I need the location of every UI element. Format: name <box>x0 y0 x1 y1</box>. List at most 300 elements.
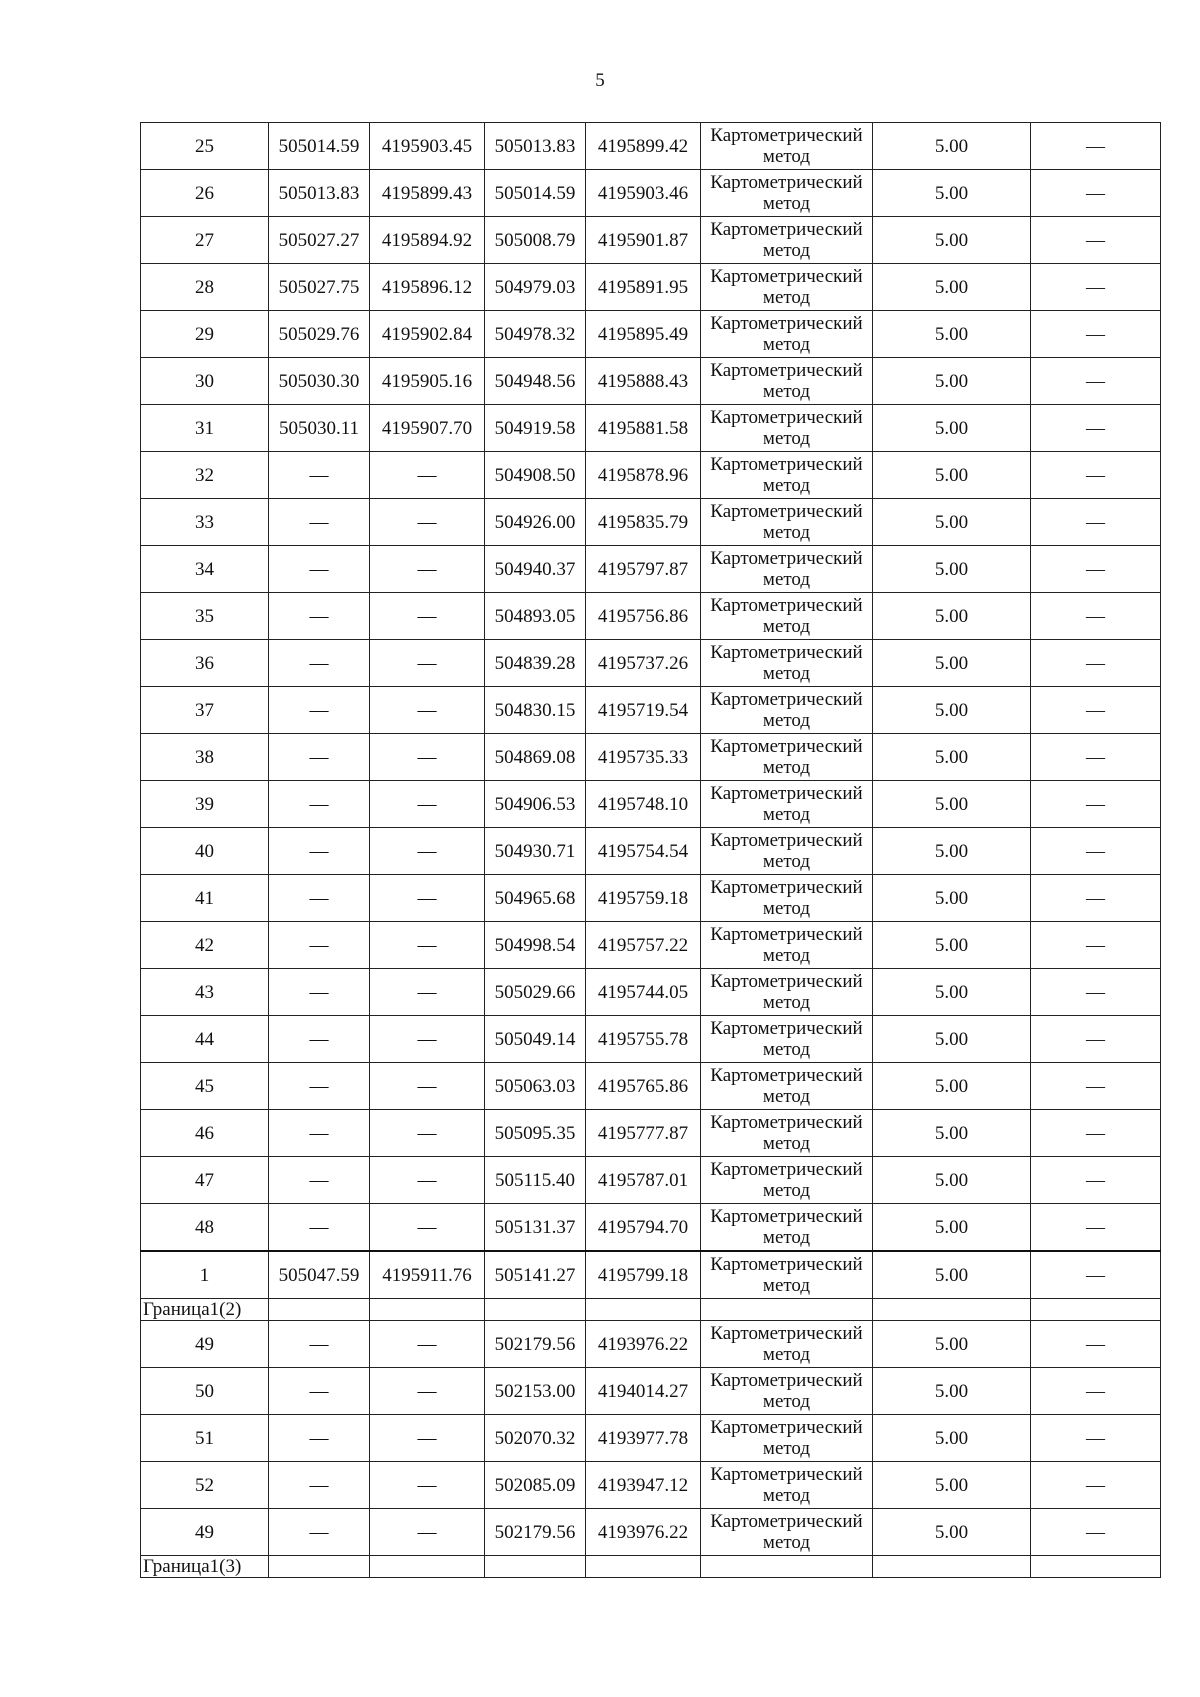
description-cell: — <box>1031 734 1161 781</box>
y-new-cell: 4194014.27 <box>586 1368 701 1415</box>
accuracy-cell: 5.00 <box>873 922 1031 969</box>
x-old-cell: — <box>269 734 370 781</box>
description-cell: — <box>1031 405 1161 452</box>
method-line-2: метод <box>762 1275 811 1296</box>
accuracy-cell: 5.00 <box>873 1063 1031 1110</box>
x-old-cell: 505013.83 <box>269 170 370 217</box>
method-line-2: метод <box>762 1039 811 1060</box>
method-line-1: Картометрический <box>710 877 863 898</box>
y-old-cell: 4195903.45 <box>370 123 485 170</box>
method-line-1: Картометрический <box>710 1417 863 1438</box>
table-row <box>141 593 1161 640</box>
point-number-cell: 49 <box>141 1321 269 1368</box>
y-new-cell: 4195754.54 <box>586 828 701 875</box>
x-new-cell: 504965.68 <box>485 875 586 922</box>
x-old-cell: — <box>269 1321 370 1368</box>
y-old-cell: 4195896.12 <box>370 264 485 311</box>
method-cell <box>701 593 873 640</box>
point-number-cell: 50 <box>141 1368 269 1415</box>
description-cell: — <box>1031 593 1161 640</box>
point-number-cell: 46 <box>141 1110 269 1157</box>
method-cell <box>701 1368 873 1415</box>
method-line-1: Картометрический <box>710 407 863 428</box>
table-row <box>141 358 1161 405</box>
y-new-cell: 4195888.43 <box>586 358 701 405</box>
table-row <box>141 640 1161 687</box>
x-new-cell: 505095.35 <box>485 1110 586 1157</box>
method-line-2: метод <box>762 1086 811 1107</box>
section-row <box>141 1556 1161 1578</box>
y-new-cell: 4195755.78 <box>586 1016 701 1063</box>
point-number-cell: 33 <box>141 499 269 546</box>
method-line-1: Картометрический <box>710 830 863 851</box>
y-old-cell: — <box>370 1016 485 1063</box>
table-row <box>141 969 1161 1016</box>
empty-cell <box>269 1299 370 1321</box>
y-new-cell: 4195881.58 <box>586 405 701 452</box>
method-cell <box>701 1157 873 1204</box>
method-cell <box>701 170 873 217</box>
accuracy-cell: 5.00 <box>873 1415 1031 1462</box>
method-cell <box>701 1204 873 1252</box>
y-old-cell: — <box>370 922 485 969</box>
x-new-cell: 502179.56 <box>485 1509 586 1556</box>
point-number-cell: 49 <box>141 1509 269 1556</box>
method-line-1: Картометрический <box>710 454 863 475</box>
point-number-cell: 51 <box>141 1415 269 1462</box>
description-cell: — <box>1031 1321 1161 1368</box>
y-new-cell: 4195759.18 <box>586 875 701 922</box>
x-old-cell: 505029.76 <box>269 311 370 358</box>
point-number-cell: 43 <box>141 969 269 1016</box>
method-cell <box>701 1063 873 1110</box>
y-old-cell: — <box>370 734 485 781</box>
table-row <box>141 1016 1161 1063</box>
point-number-cell: 29 <box>141 311 269 358</box>
description-cell: — <box>1031 452 1161 499</box>
y-old-cell: 4195894.92 <box>370 217 485 264</box>
y-new-cell: 4195756.86 <box>586 593 701 640</box>
point-number-cell: 26 <box>141 170 269 217</box>
empty-cell <box>485 1299 586 1321</box>
method-cell <box>701 1110 873 1157</box>
method-line-1: Картометрический <box>710 595 863 616</box>
description-cell: — <box>1031 922 1161 969</box>
method-line-2: метод <box>762 757 811 778</box>
method-line-1: Картометрический <box>710 172 863 193</box>
x-new-cell: 504948.56 <box>485 358 586 405</box>
empty-cell <box>269 1556 370 1578</box>
description-cell: — <box>1031 499 1161 546</box>
table-row <box>141 1204 1161 1252</box>
table-row <box>141 1251 1161 1299</box>
x-old-cell: — <box>269 687 370 734</box>
description-cell: — <box>1031 640 1161 687</box>
description-cell: — <box>1031 1509 1161 1556</box>
method-line-2: метод <box>762 1344 811 1365</box>
table-row <box>141 875 1161 922</box>
method-cell <box>701 1462 873 1509</box>
description-cell: — <box>1031 1462 1161 1509</box>
x-new-cell: 504978.32 <box>485 311 586 358</box>
x-new-cell: 504839.28 <box>485 640 586 687</box>
description-cell: — <box>1031 1368 1161 1415</box>
point-number-cell: 38 <box>141 734 269 781</box>
y-old-cell: — <box>370 499 485 546</box>
x-old-cell: — <box>269 1415 370 1462</box>
accuracy-cell: 5.00 <box>873 405 1031 452</box>
method-line-2: метод <box>762 1438 811 1459</box>
description-cell: — <box>1031 687 1161 734</box>
accuracy-cell: 5.00 <box>873 781 1031 828</box>
method-line-2: метод <box>762 663 811 684</box>
table-row <box>141 734 1161 781</box>
empty-cell <box>701 1299 873 1321</box>
point-number-cell: 47 <box>141 1157 269 1204</box>
method-cell <box>701 687 873 734</box>
accuracy-cell: 5.00 <box>873 1204 1031 1252</box>
point-number-cell: 52 <box>141 1462 269 1509</box>
x-old-cell: — <box>269 1063 370 1110</box>
table-row <box>141 687 1161 734</box>
y-old-cell: — <box>370 781 485 828</box>
accuracy-cell: 5.00 <box>873 546 1031 593</box>
method-line-1: Картометрический <box>710 1159 863 1180</box>
x-new-cell: 505131.37 <box>485 1204 586 1252</box>
description-cell: — <box>1031 311 1161 358</box>
y-new-cell: 4195794.70 <box>586 1204 701 1252</box>
method-line-1: Картометрический <box>710 360 863 381</box>
x-old-cell: — <box>269 1368 370 1415</box>
y-new-cell: 4195787.01 <box>586 1157 701 1204</box>
method-cell <box>701 781 873 828</box>
y-new-cell: 4195903.46 <box>586 170 701 217</box>
y-new-cell: 4195895.49 <box>586 311 701 358</box>
point-number-cell: 36 <box>141 640 269 687</box>
method-line-1: Картометрический <box>710 1018 863 1039</box>
x-new-cell: 505013.83 <box>485 123 586 170</box>
section-label: Граница1(3) <box>141 1556 269 1578</box>
description-cell: — <box>1031 1251 1161 1299</box>
y-old-cell: — <box>370 1204 485 1252</box>
description-cell: — <box>1031 781 1161 828</box>
x-old-cell: — <box>269 1509 370 1556</box>
method-cell <box>701 311 873 358</box>
table-row <box>141 1157 1161 1204</box>
empty-cell <box>1031 1556 1161 1578</box>
table-row <box>141 1110 1161 1157</box>
accuracy-cell: 5.00 <box>873 1462 1031 1509</box>
description-cell: — <box>1031 1110 1161 1157</box>
method-line-1: Картометрический <box>710 219 863 240</box>
x-old-cell: — <box>269 781 370 828</box>
y-new-cell: 4195765.86 <box>586 1063 701 1110</box>
y-new-cell: 4195735.33 <box>586 734 701 781</box>
method-line-2: метод <box>762 1532 811 1553</box>
y-old-cell: 4195911.76 <box>370 1251 485 1299</box>
x-old-cell: 505047.59 <box>269 1251 370 1299</box>
x-old-cell: — <box>269 1016 370 1063</box>
section-label: Граница1(2) <box>141 1299 269 1321</box>
description-cell: — <box>1031 1063 1161 1110</box>
method-line-2: метод <box>762 475 811 496</box>
description-cell: — <box>1031 217 1161 264</box>
x-new-cell: 504940.37 <box>485 546 586 593</box>
y-new-cell: 4195878.96 <box>586 452 701 499</box>
point-number-cell: 25 <box>141 123 269 170</box>
table-row <box>141 499 1161 546</box>
accuracy-cell: 5.00 <box>873 1321 1031 1368</box>
method-line-2: метод <box>762 851 811 872</box>
x-new-cell: 505063.03 <box>485 1063 586 1110</box>
y-new-cell: 4195748.10 <box>586 781 701 828</box>
empty-cell <box>873 1556 1031 1578</box>
y-old-cell: 4195902.84 <box>370 311 485 358</box>
table-row <box>141 1462 1161 1509</box>
x-new-cell: 504919.58 <box>485 405 586 452</box>
accuracy-cell: 5.00 <box>873 123 1031 170</box>
y-old-cell: — <box>370 593 485 640</box>
page-number: 5 <box>595 70 605 91</box>
x-old-cell: — <box>269 969 370 1016</box>
description-cell: — <box>1031 969 1161 1016</box>
method-line-1: Картометрический <box>710 313 863 334</box>
y-old-cell: — <box>370 1063 485 1110</box>
y-new-cell: 4193976.22 <box>586 1509 701 1556</box>
y-old-cell: — <box>370 1321 485 1368</box>
description-cell: — <box>1031 1016 1161 1063</box>
description-cell: — <box>1031 546 1161 593</box>
method-cell <box>701 969 873 1016</box>
x-old-cell: — <box>269 1204 370 1252</box>
description-cell: — <box>1031 1204 1161 1252</box>
table-row <box>141 452 1161 499</box>
x-old-cell: — <box>269 452 370 499</box>
y-old-cell: — <box>370 640 485 687</box>
point-number-cell: 30 <box>141 358 269 405</box>
method-cell <box>701 875 873 922</box>
table-body <box>141 123 1161 1578</box>
accuracy-cell: 5.00 <box>873 452 1031 499</box>
empty-cell <box>370 1299 485 1321</box>
accuracy-cell: 5.00 <box>873 640 1031 687</box>
y-old-cell: — <box>370 1462 485 1509</box>
x-old-cell: — <box>269 1110 370 1157</box>
x-new-cell: 502153.00 <box>485 1368 586 1415</box>
method-cell <box>701 217 873 264</box>
method-line-1: Картометрический <box>710 125 863 146</box>
accuracy-cell: 5.00 <box>873 311 1031 358</box>
method-line-1: Картометрический <box>710 1254 863 1275</box>
method-line-2: метод <box>762 616 811 637</box>
x-new-cell: 504830.15 <box>485 687 586 734</box>
table-row <box>141 123 1161 170</box>
table-row <box>141 264 1161 311</box>
empty-cell <box>485 1556 586 1578</box>
accuracy-cell: 5.00 <box>873 875 1031 922</box>
method-cell <box>701 734 873 781</box>
x-new-cell: 502179.56 <box>485 1321 586 1368</box>
y-new-cell: 4193976.22 <box>586 1321 701 1368</box>
table-row <box>141 922 1161 969</box>
method-cell <box>701 922 873 969</box>
x-old-cell: — <box>269 875 370 922</box>
x-old-cell: — <box>269 922 370 969</box>
method-line-1: Картометрический <box>710 1206 863 1227</box>
y-old-cell: — <box>370 828 485 875</box>
table-row <box>141 1368 1161 1415</box>
point-number-cell: 39 <box>141 781 269 828</box>
method-line-1: Картометрический <box>710 1511 863 1532</box>
y-new-cell: 4195899.42 <box>586 123 701 170</box>
method-line-2: метод <box>762 381 811 402</box>
method-line-1: Картометрический <box>710 1464 863 1485</box>
empty-cell <box>586 1556 701 1578</box>
y-old-cell: — <box>370 687 485 734</box>
method-cell <box>701 828 873 875</box>
x-new-cell: 504979.03 <box>485 264 586 311</box>
y-new-cell: 4193977.78 <box>586 1415 701 1462</box>
point-number-cell: 41 <box>141 875 269 922</box>
method-cell <box>701 452 873 499</box>
method-line-2: метод <box>762 1485 811 1506</box>
method-line-2: метод <box>762 1133 811 1154</box>
method-line-2: метод <box>762 898 811 919</box>
method-line-1: Картометрический <box>710 642 863 663</box>
table-row <box>141 828 1161 875</box>
description-cell: — <box>1031 828 1161 875</box>
table-row <box>141 405 1161 452</box>
y-old-cell: 4195899.43 <box>370 170 485 217</box>
point-number-cell: 32 <box>141 452 269 499</box>
method-line-1: Картометрический <box>710 548 863 569</box>
y-new-cell: 4195744.05 <box>586 969 701 1016</box>
description-cell: — <box>1031 358 1161 405</box>
method-cell <box>701 640 873 687</box>
accuracy-cell: 5.00 <box>873 1110 1031 1157</box>
accuracy-cell: 5.00 <box>873 1509 1031 1556</box>
method-line-2: метод <box>762 569 811 590</box>
y-old-cell: — <box>370 1415 485 1462</box>
section-row <box>141 1299 1161 1321</box>
y-new-cell: 4195777.87 <box>586 1110 701 1157</box>
x-old-cell: 505030.30 <box>269 358 370 405</box>
x-old-cell: — <box>269 1157 370 1204</box>
x-new-cell: 505014.59 <box>485 170 586 217</box>
x-new-cell: 505008.79 <box>485 217 586 264</box>
x-new-cell: 504893.05 <box>485 593 586 640</box>
method-cell <box>701 405 873 452</box>
x-new-cell: 504926.00 <box>485 499 586 546</box>
accuracy-cell: 5.00 <box>873 734 1031 781</box>
accuracy-cell: 5.00 <box>873 593 1031 640</box>
y-new-cell: 4195901.87 <box>586 217 701 264</box>
method-line-1: Картометрический <box>710 971 863 992</box>
y-old-cell: — <box>370 452 485 499</box>
table-row <box>141 781 1161 828</box>
accuracy-cell: 5.00 <box>873 687 1031 734</box>
table-row <box>141 1321 1161 1368</box>
method-line-1: Картометрический <box>710 689 863 710</box>
point-number-cell: 34 <box>141 546 269 593</box>
method-line-2: метод <box>762 945 811 966</box>
x-old-cell: — <box>269 1462 370 1509</box>
method-cell <box>701 358 873 405</box>
y-new-cell: 4195799.18 <box>586 1251 701 1299</box>
y-old-cell: — <box>370 1157 485 1204</box>
method-line-2: метод <box>762 193 811 214</box>
method-line-1: Картометрический <box>710 1370 863 1391</box>
accuracy-cell: 5.00 <box>873 1157 1031 1204</box>
x-old-cell: 505014.59 <box>269 123 370 170</box>
description-cell: — <box>1031 170 1161 217</box>
y-new-cell: 4195797.87 <box>586 546 701 593</box>
point-number-cell: 35 <box>141 593 269 640</box>
method-cell <box>701 546 873 593</box>
accuracy-cell: 5.00 <box>873 170 1031 217</box>
method-cell <box>701 1321 873 1368</box>
x-old-cell: — <box>269 546 370 593</box>
y-new-cell: 4195719.54 <box>586 687 701 734</box>
x-new-cell: 504998.54 <box>485 922 586 969</box>
y-new-cell: 4195737.26 <box>586 640 701 687</box>
method-line-1: Картометрический <box>710 736 863 757</box>
point-number-cell: 48 <box>141 1204 269 1252</box>
method-line-2: метод <box>762 1391 811 1412</box>
y-new-cell: 4195891.95 <box>586 264 701 311</box>
x-old-cell: 505027.75 <box>269 264 370 311</box>
table-row <box>141 1509 1161 1556</box>
point-number-cell: 40 <box>141 828 269 875</box>
description-cell: — <box>1031 123 1161 170</box>
y-new-cell: 4195757.22 <box>586 922 701 969</box>
accuracy-cell: 5.00 <box>873 499 1031 546</box>
method-line-2: метод <box>762 287 811 308</box>
accuracy-cell: 5.00 <box>873 1251 1031 1299</box>
method-cell <box>701 123 873 170</box>
method-cell <box>701 1016 873 1063</box>
empty-cell <box>701 1556 873 1578</box>
x-new-cell: 505141.27 <box>485 1251 586 1299</box>
point-number-cell: 1 <box>141 1251 269 1299</box>
x-old-cell: — <box>269 640 370 687</box>
method-line-2: метод <box>762 240 811 261</box>
y-old-cell: 4195905.16 <box>370 358 485 405</box>
point-number-cell: 44 <box>141 1016 269 1063</box>
x-new-cell: 505049.14 <box>485 1016 586 1063</box>
method-line-2: метод <box>762 522 811 543</box>
point-number-cell: 42 <box>141 922 269 969</box>
empty-cell <box>873 1299 1031 1321</box>
method-line-1: Картометрический <box>710 1112 863 1133</box>
x-new-cell: 504906.53 <box>485 781 586 828</box>
point-number-cell: 27 <box>141 217 269 264</box>
x-new-cell: 502085.09 <box>485 1462 586 1509</box>
method-line-2: метод <box>762 1180 811 1201</box>
method-line-2: метод <box>762 804 811 825</box>
description-cell: — <box>1031 875 1161 922</box>
accuracy-cell: 5.00 <box>873 1368 1031 1415</box>
table-row <box>141 1415 1161 1462</box>
x-new-cell: 504908.50 <box>485 452 586 499</box>
empty-cell <box>1031 1299 1161 1321</box>
description-cell: — <box>1031 264 1161 311</box>
accuracy-cell: 5.00 <box>873 217 1031 264</box>
method-line-1: Картометрический <box>710 1065 863 1086</box>
method-line-2: метод <box>762 146 811 167</box>
method-line-1: Картометрический <box>710 924 863 945</box>
method-line-2: метод <box>762 334 811 355</box>
